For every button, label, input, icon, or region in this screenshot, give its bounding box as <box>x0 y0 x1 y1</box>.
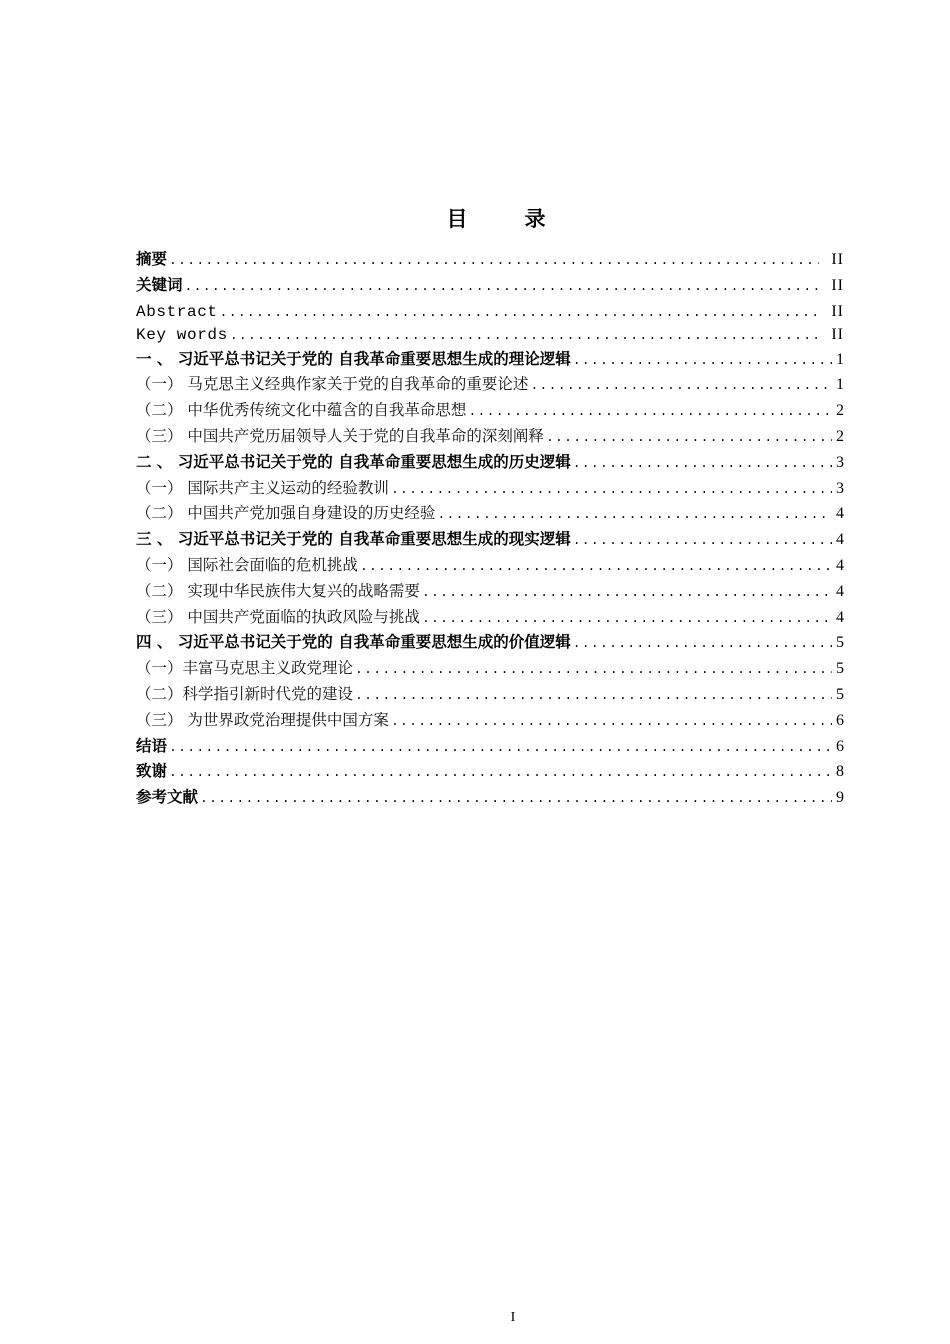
toc-entry-chapter-3[interactable] <box>136 527 844 553</box>
toc-entry-abstract-en[interactable] <box>136 301 844 323</box>
toc-entry-label: （一） 马克思主义经典作家关于党的自我革命的重要论述 <box>136 375 529 394</box>
dot-leader <box>422 606 832 631</box>
toc-entry-label: （二）科学指引新时代党的建设 <box>136 684 354 703</box>
toc-entry-label: Abstract <box>136 302 218 321</box>
toc-entry-page: 5 <box>836 634 844 652</box>
toc-entry-section-4-2[interactable] <box>136 682 844 708</box>
toc-entry-page: 6 <box>836 737 844 755</box>
dot-leader <box>573 451 832 476</box>
toc-entry-label: （三） 中国共产党历届领导人关于党的自我革命的深刻阐释 <box>136 426 544 445</box>
dot-leader <box>169 760 832 785</box>
toc-entry-section-3-2[interactable] <box>136 579 844 605</box>
toc-entry-page: 4 <box>836 556 844 574</box>
toc-entry-page: 6 <box>836 711 844 729</box>
toc-entry-page: 2 <box>836 427 844 445</box>
dot-leader <box>530 373 832 398</box>
footer-page-number: I <box>510 1310 516 1325</box>
toc-entry-section-1-2[interactable] <box>136 398 844 424</box>
toc-entry-keywords-en[interactable] <box>136 323 844 347</box>
toc-entry-page: 3 <box>836 453 844 471</box>
toc-entry-page: II <box>831 325 844 343</box>
dot-leader <box>230 324 820 347</box>
toc-entry-references[interactable] <box>136 785 844 811</box>
dot-leader <box>355 683 832 708</box>
toc-entry-page: 9 <box>836 789 844 807</box>
toc-entry-page: II <box>831 302 844 320</box>
dot-leader <box>422 580 832 605</box>
toc-entry-page: 5 <box>836 685 844 703</box>
toc-entry-label: （一）丰富马克思主义政党理论 <box>136 659 354 678</box>
dot-leader <box>185 274 820 299</box>
dot-leader <box>355 657 832 682</box>
toc-entry-section-1-1[interactable] <box>136 372 844 398</box>
toc-entry-section-4-3[interactable] <box>136 708 844 734</box>
toc-entry-label: （二） 中华优秀传统文化中蕴含的自我革命思想 <box>136 401 467 420</box>
toc-entry-chapter-2[interactable] <box>136 450 844 476</box>
dot-leader <box>391 709 832 734</box>
toc-entry-abstract-cn[interactable] <box>136 247 844 273</box>
toc-entry-label: 二 、 习近平总书记关于党的 自我革命重要思想生成的历史逻辑 <box>136 452 571 471</box>
toc-entry-section-2-1[interactable] <box>136 476 844 502</box>
toc-entry-page: 5 <box>836 660 844 678</box>
toc-entry-page: 2 <box>836 402 844 420</box>
dot-leader <box>546 425 832 450</box>
toc-entry-label: Key words <box>136 325 228 344</box>
dot-leader <box>468 399 832 424</box>
page-title: 目 录 <box>446 207 564 231</box>
toc-entry-label: （二） 中国共产党加强自身建设的历史经验 <box>136 504 436 523</box>
toc-entry-label: 关键词 <box>136 275 183 294</box>
toc-entry-section-3-3[interactable] <box>136 605 844 631</box>
toc-entry-chapter-1[interactable] <box>136 347 844 373</box>
toc-entry-label: 结语 <box>136 736 168 755</box>
toc-entry-label: （二） 实现中华民族伟大复兴的战略需要 <box>136 581 420 600</box>
toc-entry-page: 1 <box>836 376 844 394</box>
dot-leader <box>360 554 832 579</box>
dot-leader <box>437 502 832 527</box>
toc-entry-page: 8 <box>836 763 844 781</box>
toc-entry-label: （一） 国际社会面临的危机挑战 <box>136 555 358 574</box>
toc-entry-label: 四 、 习近平总书记关于党的 自我革命重要思想生成的价值逻辑 <box>136 633 571 652</box>
toc-entry-page: 4 <box>836 531 844 549</box>
toc-entry-section-4-1[interactable] <box>136 656 844 682</box>
toc-entry-label: 一 、 习近平总书记关于党的 自我革命重要思想生成的理论逻辑 <box>136 349 571 368</box>
toc-entry-label: （三） 中国共产党面临的执政风险与挑战 <box>136 607 420 626</box>
toc-entry-section-2-2[interactable] <box>136 501 844 527</box>
toc-entry-label: 摘要 <box>136 250 168 268</box>
toc-entry-section-3-1[interactable] <box>136 553 844 579</box>
toc-entry-acknowledgements[interactable] <box>136 759 844 785</box>
dot-leader <box>169 248 819 273</box>
toc-entry-keywords-cn[interactable] <box>136 273 844 299</box>
dot-leader <box>169 735 832 760</box>
toc-entry-page: 3 <box>836 479 844 497</box>
toc-entry-page: II <box>831 251 844 268</box>
toc-entry-page: II <box>831 276 844 294</box>
toc-entry-section-1-3[interactable] <box>136 424 844 450</box>
toc-entry-label: （三） 为世界政党治理提供中国方案 <box>136 710 389 729</box>
toc-entry-chapter-4[interactable] <box>136 630 844 656</box>
toc-entry-page: 4 <box>836 582 844 600</box>
toc-entry-label: 三 、 习近平总书记关于党的 自我革命重要思想生成的现实逻辑 <box>136 530 571 549</box>
toc-entry-page: 4 <box>836 608 844 626</box>
dot-leader <box>573 348 832 373</box>
dot-leader <box>573 528 832 553</box>
toc-entry-conclusion[interactable] <box>136 734 844 760</box>
toc-entry-label: （一） 国际共产主义运动的经验教训 <box>136 478 389 497</box>
dot-leader <box>220 302 820 323</box>
toc-entry-page: 4 <box>836 505 844 523</box>
toc-entry-label: 致谢 <box>136 762 168 781</box>
toc-entry-label: 参考文献 <box>136 788 199 807</box>
toc-entry-page: 1 <box>836 350 844 368</box>
dot-leader <box>200 786 832 811</box>
table-of-contents <box>136 247 844 811</box>
dot-leader <box>391 477 832 502</box>
dot-leader <box>573 631 832 656</box>
